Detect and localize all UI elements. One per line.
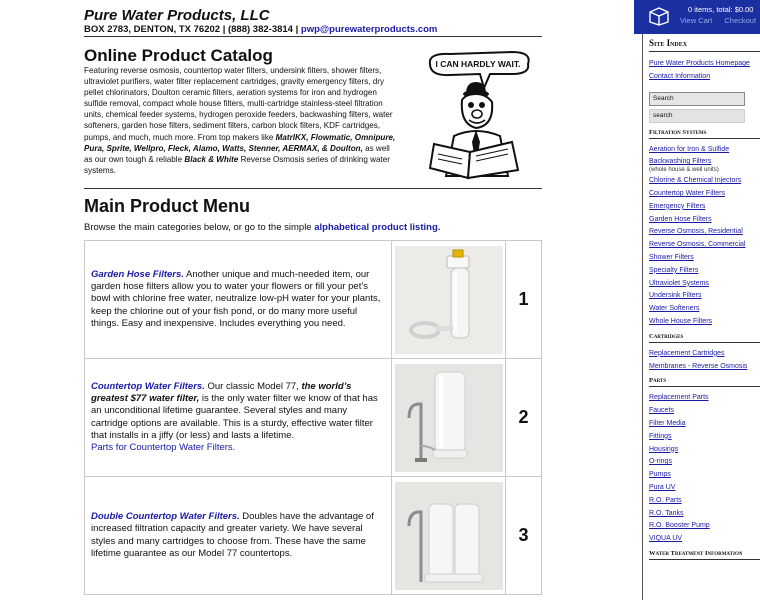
nav-item: [649, 533, 760, 546]
nav-item: [649, 418, 760, 431]
product-number: 1: [506, 241, 542, 359]
filtration-heading: Filtration Systems: [649, 129, 760, 139]
o-rings-link[interactable]: O-rings: [649, 458, 672, 466]
nav-item: [649, 508, 760, 521]
product-table: [84, 240, 542, 595]
ro-residential-link[interactable]: Reverse Osmosis, Residential: [649, 228, 743, 236]
product-description: Double Countertop Water Filters. Doubles have the advantage of increased filtration capacity and greater variety. We have several styles and many cartridges to choose from. These have the same lifetime guarantee as our Model 77 countertops.: [85, 477, 392, 595]
undersink-link[interactable]: Undersink Filters: [649, 292, 702, 300]
contact-link[interactable]: Contact Information: [649, 72, 711, 80]
nav-item: [649, 58, 760, 71]
nav-item: [649, 201, 760, 214]
parts-list: [649, 392, 760, 546]
product-description: Countertop Water Filters. Our classic Model 77, the world’s greatest $77 water filter, is the only water filter we know of that has an unconditional lifetime guarantee. Several styles and many cartridge options are available. This is a sturdy, effective water filter that installs in a jiffy (or less) and lasts a lifetime. Parts for Countertop Water Filters.: [85, 359, 392, 477]
top-links: [649, 58, 760, 84]
catalog-title: Online Product Catalog: [84, 46, 273, 65]
cart-summary: [676, 5, 753, 14]
speech-bubble-text: I CAN HARDLY WAIT.: [435, 59, 521, 69]
water-treatment-info-heading: Water Treatment Information: [649, 550, 760, 560]
pura-uv-link[interactable]: Pura UV: [649, 483, 676, 491]
cart-total: $0.00: [734, 5, 754, 14]
product-number: 2: [506, 359, 542, 477]
checkout-link[interactable]: Checkout: [724, 16, 757, 25]
ro-parts-link[interactable]: R.O. Parts: [649, 496, 682, 504]
nav-item: [649, 316, 760, 329]
chlorine-injectors-link[interactable]: Chlorine & Chemical Injectors: [649, 177, 742, 185]
catalog-description: Featuring reverse osmosis, countertop water filters, undersink filters, shower filters, ultraviolet purifiers, water filter replacement cartridges, gravity emergency filters, dry pellet chlorinators, Doulton ceramic filters, aeration systems for iron and hydrogen sulfide removal, compact whole house filters, multi-cartridge stainless-steel filtration units, chemical feeder systems, hydrogen peroxide feeders, backwashing filters, water softeners, garden hose filters, sediment filters, carbon block filters, KDF cartridges, pumps, and much, much more. From top makers like MatrIKX, Flowmatic, Omnipure, Pura, Sprite, Wellpro, Fleck, Alamo, Watts, Stenner, AERMAX, & Doulton, as well as our own tough & reliable Black & White Reverse Osmosis series of drinking water systems.: [84, 66, 396, 175]
homepage-link[interactable]: Pure Water Products Homepage: [649, 60, 750, 67]
nav-item: [649, 520, 760, 533]
product-number: 3: [506, 477, 542, 595]
emergency-link[interactable]: Emergency Filters: [649, 202, 706, 210]
own-brand: Black & White: [184, 154, 239, 164]
nav-item: [649, 239, 760, 252]
brand-list: MatrIKX, Flowmatic, Omnipure, Pura, Sprite, Wellpro, Fleck, Alamo, Watts, Stenner, AERMAX, & Doulton,: [84, 132, 396, 153]
whole-house-link[interactable]: Whole House Filters: [649, 317, 713, 325]
nav-item: [649, 175, 760, 188]
alphabetical-listing-link[interactable]: alphabetical product listing.: [314, 222, 441, 233]
contact-line: [84, 24, 437, 35]
nav-item: [649, 456, 760, 469]
garden-hose-filter-image[interactable]: [395, 246, 503, 354]
product-row: [85, 359, 542, 477]
shower-link[interactable]: Shower Filters: [649, 253, 694, 261]
double-countertop-filter-image[interactable]: [395, 482, 503, 590]
nav-item: [649, 71, 760, 84]
ultraviolet-link[interactable]: Ultraviolet Systems: [649, 279, 709, 287]
view-cart-link[interactable]: View Cart: [680, 16, 713, 25]
site-index-heading: Site Index: [649, 34, 760, 52]
nav-item: [649, 252, 760, 265]
ro-tanks-link[interactable]: R.O. Tanks: [649, 509, 684, 517]
garden-hose-filters-link[interactable]: Garden Hose Filters.: [91, 268, 184, 280]
menu-title: Main Product Menu: [84, 196, 250, 216]
sidebar: [642, 34, 760, 600]
cart-box-icon[interactable]: [648, 6, 670, 26]
email-link[interactable]: pwp@purewaterproducts.com: [300, 24, 438, 35]
product-description: Garden Hose Filters. Another unique and much-needed item, our garden hose filters allow you to water your flowers or fill your pet’s bowl with chlorine free water, neutralize low-pH water for your plants, keep the chlorine out of your fish pond, or do many more useful things. Easy and inexpensive. Includes everything you need.: [85, 241, 392, 359]
softeners-link[interactable]: Water Softeners: [649, 305, 700, 313]
backwashing-link[interactable]: Backwashing Filters: [649, 158, 712, 166]
viqua-uv-link[interactable]: VIQUA UV: [649, 535, 683, 543]
cartridges-heading: Cartridges: [649, 333, 760, 343]
shopping-cart-widget: [634, 0, 760, 34]
faucets-link[interactable]: Faucets: [649, 407, 674, 415]
nav-item: [649, 495, 760, 508]
countertop-filter-image[interactable]: [395, 364, 503, 472]
divider: [84, 188, 542, 189]
nav-item: [649, 226, 760, 239]
backwash-note: (whole house & well units): [649, 167, 719, 174]
nav-item: [649, 482, 760, 495]
ro-commercial-link[interactable]: Reverse Osmosis, Commercial: [649, 241, 746, 249]
nav-item: [649, 444, 760, 457]
pumps-link[interactable]: Pumps: [649, 471, 671, 479]
replacement-cartridges-link[interactable]: Replacement Cartridges: [649, 349, 725, 357]
nav-item: [649, 405, 760, 418]
specialty-link[interactable]: Specialty Filters: [649, 266, 699, 274]
nav-item: [649, 303, 760, 316]
nav-item: [649, 156, 760, 174]
fittings-link[interactable]: Fittings: [649, 432, 672, 440]
nav-item: [649, 469, 760, 482]
nav-item: [649, 431, 760, 444]
product-row: [85, 241, 542, 359]
nav-item: [649, 144, 760, 157]
nav-item: [649, 290, 760, 303]
nav-item: [649, 361, 760, 374]
ro-booster-pump-link[interactable]: R.O. Booster Pump: [649, 522, 710, 530]
garden-hose-link[interactable]: Garden Hose Filters: [649, 215, 712, 223]
cart-links: [680, 16, 760, 25]
parts-heading: Parts: [649, 377, 760, 387]
search-input[interactable]: Search: [649, 92, 745, 106]
nav-item: [649, 348, 760, 361]
membranes-link[interactable]: Membranes - Reverse Osmosis: [649, 362, 748, 370]
countertop-water-filters-link[interactable]: Countertop Water Filters.: [91, 380, 205, 392]
browse-line: Browse the main categories below, or go to the simple alphabetical product listing.: [84, 222, 441, 233]
company-name: Pure Water Products, LLC: [84, 7, 270, 24]
countertop-parts-link[interactable]: Parts for Countertop Water Filters.: [91, 441, 236, 453]
nav-item: [649, 214, 760, 227]
aeration-link[interactable]: Aeration for Iron & Sulfide: [649, 145, 730, 153]
filter-media-link[interactable]: Filter Media: [649, 419, 686, 427]
mascot-reading-cartoon: [420, 48, 536, 184]
double-countertop-filters-link[interactable]: Double Countertop Water Filters.: [91, 511, 240, 523]
product-row: [85, 477, 542, 595]
nav-item: [649, 278, 760, 291]
replacement-parts-link[interactable]: Replacement Parts: [649, 394, 709, 402]
divider: [84, 36, 542, 37]
housings-link[interactable]: Housings: [649, 445, 679, 453]
search-button[interactable]: search: [649, 109, 745, 123]
cart-items: 0 items, total:: [688, 5, 733, 14]
nav-item: [649, 188, 760, 201]
product-image-cell: [392, 477, 506, 595]
filtration-list: [649, 144, 760, 329]
nav-item: [649, 265, 760, 278]
countertop-link[interactable]: Countertop Water Filters: [649, 189, 725, 197]
product-image-cell: [392, 359, 506, 477]
product-image-cell: [392, 241, 506, 359]
address-text: BOX 2783, DENTON, TX 76202 | (888) 382-3814 |: [84, 24, 301, 35]
nav-item: [649, 392, 760, 405]
cartridges-list: [649, 348, 760, 374]
